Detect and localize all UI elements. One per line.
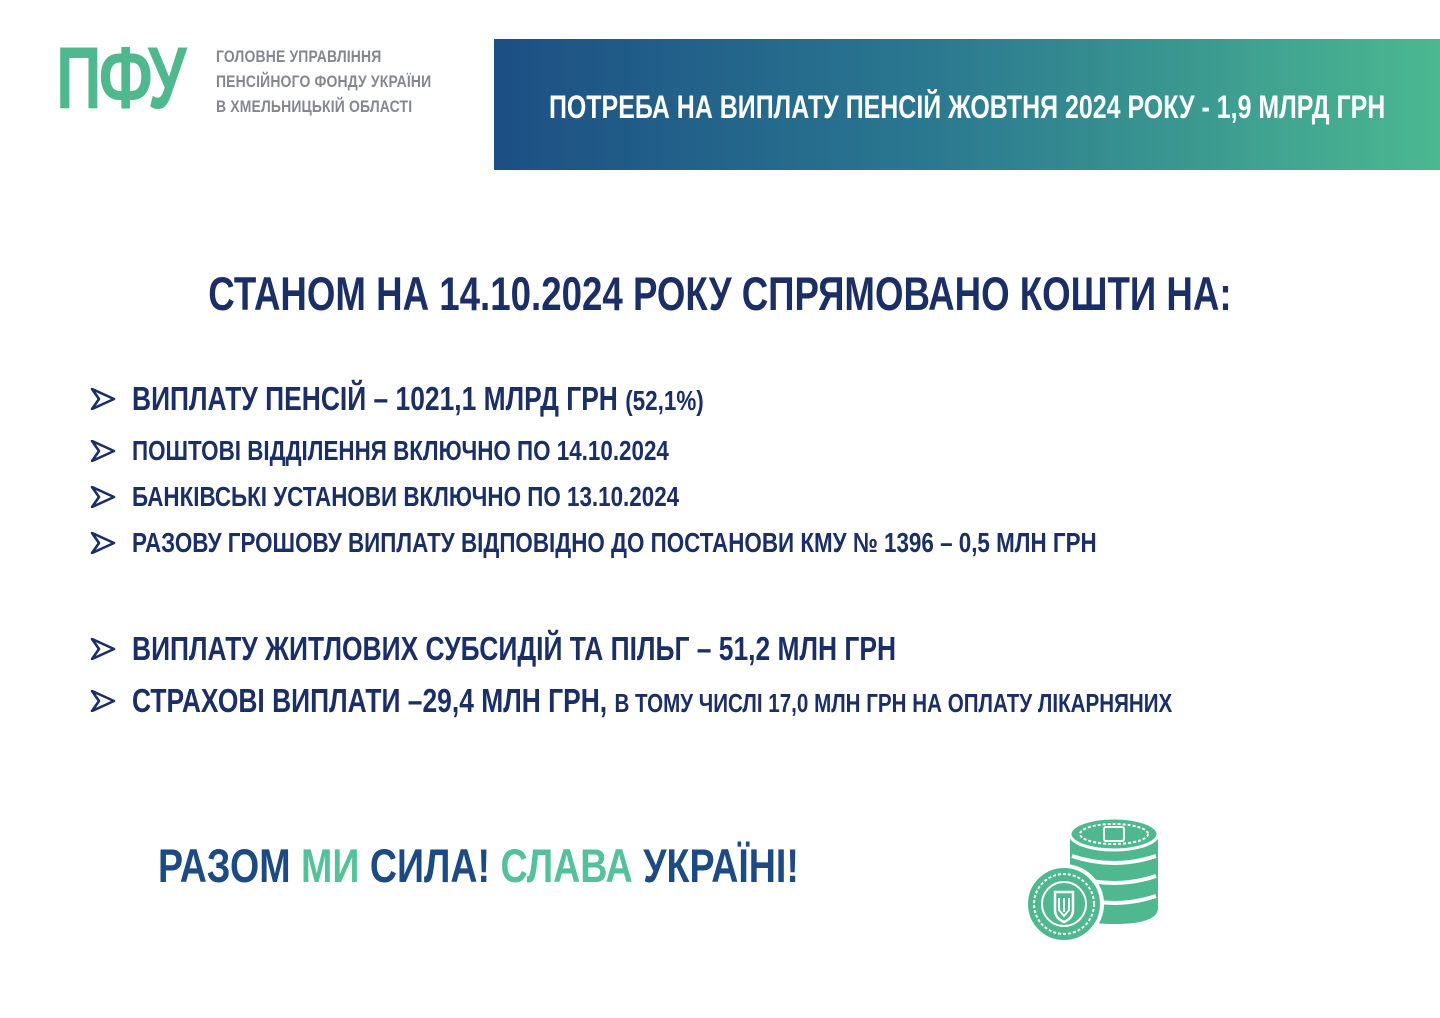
- logo-organization-name: [216, 44, 431, 119]
- banner-text: ПОТРЕБА НА ВИПЛАТУ ПЕНСІЙ ЖОВТНЯ 2024 РОКУ - 1,9 МЛРД ГРН: [548, 89, 1386, 125]
- list-item-one-time-payment: [90, 527, 1338, 559]
- arrow-bullet-icon: [90, 532, 116, 554]
- coins-icon: [1024, 812, 1164, 944]
- slogan: [158, 838, 959, 893]
- arrow-bullet-icon: [90, 638, 116, 660]
- list-item-text: ПОШТОВІ ВІДДІЛЕННЯ ВКЛЮЧНО ПО 14.10.2024: [132, 435, 669, 466]
- arrow-bullet-icon: [90, 388, 116, 410]
- pfu-logo: [56, 28, 432, 127]
- list-item-text: РАЗОВУ ГРОШОВУ ВИПЛАТУ ВІДПОВІДНО ДО ПОСТАНОВИ КМУ № 1396 – 0,5 МЛН ГРН: [132, 527, 1097, 558]
- logo-line-1: ГОЛОВНЕ УПРАВЛІННЯ: [216, 47, 382, 66]
- pensions-percent: (52,1%): [625, 385, 704, 416]
- slogan-word: МИ: [301, 839, 360, 892]
- list-item-text: БАНКІВСЬКІ УСТАНОВИ ВКЛЮЧНО ПО 13.10.2024: [132, 481, 680, 512]
- arrow-bullet-icon: [90, 486, 116, 508]
- list-item-subsidies: [90, 630, 1087, 668]
- slogan-word: УКРАЇНІ!: [643, 839, 799, 892]
- list-item-pensions: [90, 380, 847, 418]
- arrow-bullet-icon: [90, 440, 116, 462]
- list-item-text: [132, 380, 704, 418]
- logo-line-3: В ХМЕЛЬНИЦЬКІЙ ОБЛАСТІ: [216, 97, 413, 116]
- insurance-amount: СТРАХОВІ ВИПЛАТИ –29,4 МЛН ГРН,: [132, 682, 608, 719]
- list-item-text: [132, 682, 1172, 720]
- list-item-banks: [90, 481, 816, 513]
- list-item-post-offices: [90, 435, 803, 467]
- logo-mark: ПФУ: [56, 28, 184, 127]
- list-item-text: ВИПЛАТУ ЖИТЛОВИХ СУБСИДІЙ ТА ПІЛЬГ – 51,2 МЛН ГРН: [132, 630, 897, 667]
- list-item-insurance: [90, 682, 1432, 720]
- headline-text: СТАНОМ НА 14.10.2024 РОКУ СПРЯМОВАНО КОШТИ НА:: [208, 267, 1232, 320]
- slogan-word: СИЛА!: [369, 839, 491, 892]
- arrow-bullet-icon: [90, 690, 116, 712]
- insurance-detail: В ТОМУ ЧИСЛІ 17,0 МЛН ГРН НА ОПЛАТУ ЛІКАРНЯНИХ: [614, 690, 1173, 718]
- pensions-amount: ВИПЛАТУ ПЕНСІЙ – 1021,1 МЛРД ГРН: [132, 380, 618, 417]
- slogan-word: СЛАВА: [500, 839, 633, 892]
- header-banner: [494, 39, 1440, 170]
- slogan-text: [158, 838, 799, 893]
- headline: [0, 266, 1440, 321]
- logo-line-2: ПЕНСІЙНОГО ФОНДУ УКРАЇНИ: [216, 72, 432, 91]
- slogan-word: РАЗОМ: [158, 839, 291, 892]
